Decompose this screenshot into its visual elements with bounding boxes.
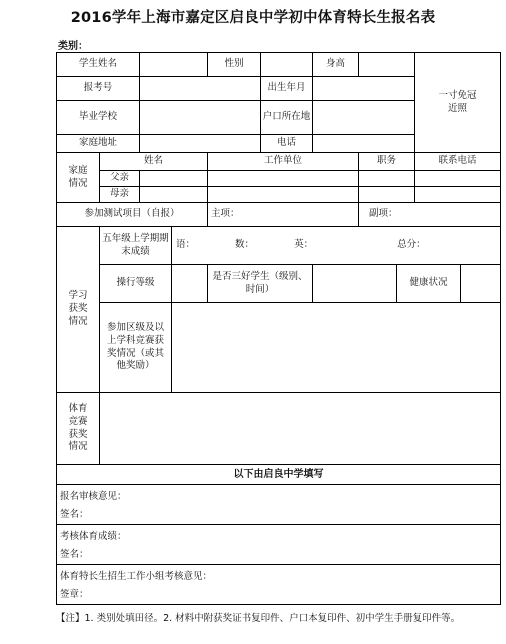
school-field[interactable] [140, 101, 261, 135]
group-opinion-seal: 签章： [60, 589, 89, 600]
health-label: 健康状况 [397, 265, 461, 303]
sports-score-field[interactable] [57, 525, 501, 565]
gender-field[interactable] [261, 53, 313, 77]
test-main-field[interactable] [208, 203, 359, 227]
name-label: 学生姓名 [57, 53, 140, 77]
three-good-field[interactable] [313, 265, 397, 303]
mother-work-field[interactable] [208, 187, 359, 203]
test-sub-label: 副项： [369, 208, 398, 220]
father-name-field[interactable] [140, 171, 208, 187]
grade5-scores[interactable] [172, 227, 501, 265]
school-section-header: 以下由启良中学填写 [57, 465, 501, 485]
total-score-label: 总分： [397, 239, 426, 251]
review-label: 报名审核意见： [60, 491, 127, 502]
father-phone-field[interactable] [415, 171, 501, 187]
phone-field[interactable] [313, 135, 415, 153]
english-score-label: 英： [294, 239, 314, 251]
group-opinion-label: 体育特长生招生工作小组考核意见： [60, 571, 213, 582]
mother-phone-field[interactable] [415, 187, 501, 203]
gender-label: 性别 [208, 53, 261, 77]
mother-name-field[interactable] [140, 187, 208, 203]
study-section-label: 学习获奖情况 [57, 227, 100, 393]
sports-score-label: 考核体育成绩： [60, 531, 127, 542]
conduct-label: 操行等级 [100, 265, 172, 303]
hukou-label: 户口所在地 [261, 101, 313, 135]
family-col-job: 职务 [359, 153, 415, 171]
chinese-score-label: 语： [176, 239, 196, 251]
mother-job-field[interactable] [359, 187, 415, 203]
test-label: 参加测试项目（自报） [57, 203, 208, 227]
father-work-field[interactable] [208, 171, 359, 187]
math-score-label: 数： [235, 239, 255, 251]
grade5-label: 五年级上学期期末成绩 [100, 227, 172, 265]
awards-field[interactable] [172, 303, 501, 393]
mother-label: 母亲 [100, 187, 140, 203]
phone-label: 电话 [261, 135, 313, 153]
school-label: 毕业学校 [57, 101, 140, 135]
height-field[interactable] [359, 53, 415, 77]
category-label: 类别： [58, 41, 88, 52]
review-signature: 签名： [60, 509, 89, 520]
address-label: 家庭地址 [57, 135, 140, 153]
family-section-label: 家庭情况 [57, 153, 100, 203]
sports-awards-label: 体育竞赛获奖情况 [57, 393, 100, 465]
sports-awards-field[interactable] [100, 393, 501, 465]
health-field[interactable] [461, 265, 501, 303]
awards-label: 参加区级及以上学科竞赛获奖情况（或其他奖励） [100, 303, 172, 393]
photo-box[interactable]: 一寸免冠近照 [415, 53, 501, 153]
three-good-label: 是否三好学生（级别、时间） [208, 265, 313, 303]
review-field[interactable] [57, 485, 501, 525]
sports-score-signature: 签名： [60, 549, 89, 560]
registration-table [56, 52, 501, 605]
father-job-field[interactable] [359, 171, 415, 187]
birth-field[interactable] [313, 77, 415, 101]
family-col-work: 工作单位 [208, 153, 359, 171]
birth-label: 出生年月 [261, 77, 313, 101]
test-main-label: 主项： [211, 208, 240, 220]
height-label: 身高 [313, 53, 359, 77]
father-label: 父亲 [100, 171, 140, 187]
name-field[interactable] [140, 53, 208, 77]
exam-no-label: 报考号 [57, 77, 140, 101]
family-col-phone: 联系电话 [415, 153, 501, 171]
form-note: 【注】1. 类别处填田径。2. 材料中附获奖证书复印件、户口本复印件、初中学生手册复印件等。 [56, 613, 461, 624]
form-title: 2016学年上海市嘉定区启良中学初中体育特长生报名表 [70, 10, 436, 26]
registration-form [56, 52, 501, 605]
family-col-name: 姓名 [100, 153, 208, 171]
hukou-field[interactable] [313, 101, 415, 135]
conduct-field[interactable] [172, 265, 208, 303]
exam-no-field[interactable] [140, 77, 261, 101]
test-sub-field[interactable] [359, 203, 501, 227]
group-opinion-field[interactable] [57, 565, 501, 605]
address-field[interactable] [140, 135, 261, 153]
